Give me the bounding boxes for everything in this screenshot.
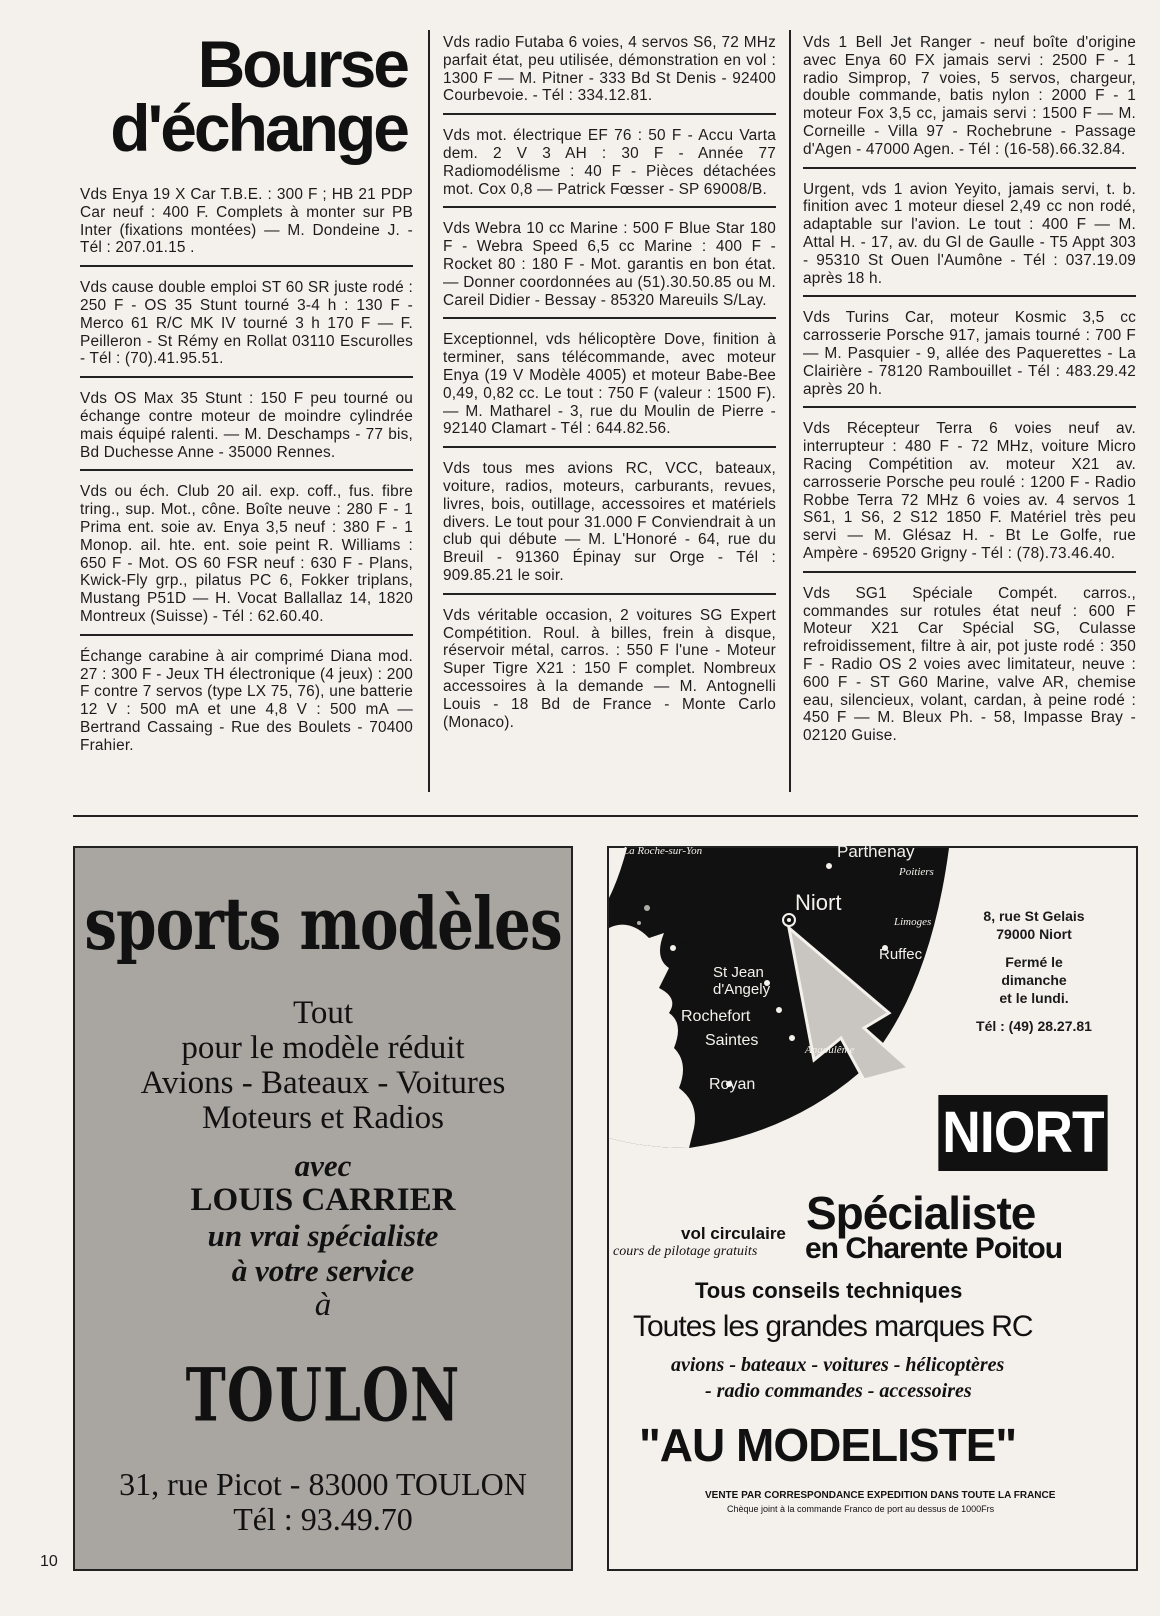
st-jean-line-1: St Jean: [713, 964, 764, 981]
classifieds-column-1: [80, 27, 413, 771]
classifieds-column-3: [803, 30, 1136, 761]
column-divider: [428, 30, 430, 792]
map-label-rochefort: Rochefort: [681, 1008, 751, 1025]
map-label-niort: Niort: [795, 890, 842, 915]
classified-ad: Vds cause double emploi ST 60 SR juste rodé : 250 F - OS 35 Stunt tourné 3-4 h : 130 F - Merco 61 R/C MK IV tourné 3 h 170 F — F. Peilleron - St Rémy en Rollat 03110 Escurolles - Tél : (70).41.95.51.: [80, 275, 413, 378]
classified-ad: Vds tous mes avions RC, VCC, bateaux, voiture, radios, moteurs, carburants, revues, livres, bois, outillage, accessoires et matériels divers. Le tout pour 31.000 F Conviendrait à un club qui débute — M. L'Honoré - 64, rue du Breuil - 91360 Épinay sur Orge - Tél : 909.85.21 le soir.: [443, 456, 776, 595]
classified-ad: Exceptionnel, vds hélicoptère Dove, finition à terminer, sans télécommande, avec moteur Enya (19 V Modèle 4005) et moteur Babe-Bee 0,49, 0,82 cc. Le tout : 750 F (valeur : 1500 F). — M. Matharel - 3, rue du Moulin de Pierre - 92140 Clamart - Tél : 644.82.56.: [443, 327, 776, 448]
classifieds-column-2: [443, 30, 776, 747]
marques-line: Toutes les grandes marques RC: [633, 1310, 1033, 1343]
page-title: [80, 27, 407, 165]
sports-modeles-advert: [73, 846, 573, 1571]
vol-circulaire: vol circulaire: [681, 1224, 786, 1243]
classified-ad: Vds Turins Car, moteur Kosmic 3,5 cc carrosserie Porsche 917, jamais tourné : 700 F — M. Pasquier - 9, allée des Paquerettes - La Clairière - 78120 Rambouillet - Tél : 483.29.42 après 20 h.: [803, 305, 1136, 408]
map-label-parthenay: Parthenay: [837, 842, 915, 861]
advert-city: TOULON: [185, 1351, 461, 1439]
map-label-poitiers: Poitiers: [899, 866, 934, 878]
shop-phone: Tél : (49) 28.27.81: [976, 1018, 1092, 1034]
map-label-royan: Royan: [709, 1076, 756, 1093]
classified-ad: Échange carabine à air comprimé Diana mod. 27 : 300 F - Jeux TH électronique (4 jeux) : 200 F contre 7 servos (type LX 75, 76), une batterie 12 V : 500 mA et une 4,8 V : 500 mA — Bertrand Cassaing - Rue des Boulets - 70400 Frahier.: [80, 647, 413, 754]
advert-line: à: [314, 1287, 332, 1323]
classified-ad: Vds Webra 10 cc Marine : 500 F Blue Star 180 F - Webra Speed 6,5 cc Marine : 400 F - Rocket 80 : 180 F - Mot. garantis en bon état. — Donner coordonnées au (51).30.50.85 ou M. Careil Didier - Bessay - 85320 Mareuils S/Lay.: [443, 216, 776, 319]
map-label-limoges: Limoges: [894, 916, 932, 928]
column-divider: [789, 30, 791, 792]
classified-ad: Vds Récepteur Terra 6 voies neuf av. interrupteur : 480 F - 72 MHz, voiture Micro Racing Compétition av. moteur X21 av. carrosserie Porsche peu roulé : 1200 F - Radio Robbe Terra 72 MHz 6 voies av. 4 servos 1 S61, 1 S6, 2 S12 1850 F. Matériel très peu servi — M. Glésaz H. - Bt Le Golfe, rue Ampère - 69520 Grigny - Tél : (78).73.46.40.: [803, 416, 1136, 572]
classified-ad: Vds 1 Bell Jet Ranger - neuf boîte d'origine avec Enya 60 FX jamais servi : 2500 F - 1 radio Simprop, 7 voies, 5 servos, chargeur, double commande, batis nylon : 2000 F - 1 moteur Fox 3,5 cc, jamais servi : 1500 F — M. Corneille - Villa 97 - Rochebrune - Passage d'Agen - 47000 Agen. - Tél : (16-58).66.32.84.: [803, 30, 1136, 169]
cours-pilotage: cours de pilotage gratuits: [613, 1244, 758, 1259]
mail-order-line: VENTE PAR CORRESPONDANCE EXPEDITION DANS TOUTE LA FRANCE: [705, 1490, 1056, 1501]
opening-hours-line-3: et le lundi.: [999, 990, 1069, 1006]
title-line-1: Bourse: [197, 27, 407, 101]
shop-address-line-2: 79000 Niort: [996, 926, 1072, 942]
title-line-2: d'échange: [110, 91, 407, 165]
shop-address-line-1: 8, rue St Gelais: [983, 908, 1085, 924]
advert-address: 31, rue Picot - 83000 TOULON: [119, 1466, 527, 1502]
map-label-saintes: Saintes: [705, 1032, 759, 1049]
advert-phone: Tél : 93.49.70: [233, 1501, 413, 1537]
opening-hours-line-1: Fermé le: [1005, 954, 1063, 970]
region-heading: en Charente Poitou: [805, 1232, 1063, 1265]
advert-line: Tout: [292, 995, 354, 1031]
map-label-la-roche-sur-yon: La Roche-sur-Yon: [623, 845, 703, 857]
advert-line: avec: [294, 1148, 352, 1183]
map-label-st-jean: [713, 964, 770, 998]
classified-ad: Vds véritable occasion, 2 voitures SG Expert Compétition. Roul. à billes, frein à disque, réservoir métal, carros. : 550 F l'une - Moteur Super Tigre X21 : 150 F complet. Nombreux accessoires à la demande — M. Antognelli Louis - 18 Bd de France - Monte Carlo (Monaco).: [443, 606, 776, 731]
au-modeliste-advert: [607, 842, 1138, 1571]
specialiste-heading: Spécialiste: [806, 1187, 1036, 1239]
classified-ad: Urgent, vds 1 avion Yeyito, jamais servi, t. b. finition avec 1 moteur diesel 2,49 cc non rodé, adaptable sur l'avion. Le tout : 400 F — M. Attal H. - 17, av. du Gl de Gaulle - T5 Appt 303 - 95310 St Ouen l'Aumône - Tél : 037.19.09 après 18 h.: [803, 177, 1136, 298]
payment-line: Chèque joint à la commande Franco de port au dessus de 1000Frs: [727, 1504, 995, 1514]
advert-line: pour le modèle réduit: [181, 1030, 465, 1066]
map-label-ruffec: Ruffec: [879, 946, 923, 963]
conseils-line: Tous conseils techniques: [695, 1278, 963, 1303]
advert-line: à votre service: [231, 1253, 415, 1288]
advert-title: sports modèles: [84, 881, 562, 967]
classified-ad: Vds ou éch. Club 20 ail. exp. coff., fus. fibre tring., sup. Mot., cône. Boîte neuve : 280 F - 1 Prima ent. soie av. Enya 3,5 neuf : 380 F - 1 Monop. ail. hte. ent. soie peint R. Williams : 650 F - Mot. OS 60 FSR neuf : 630 F - Plans, Kwick-Fly grp., pilatus PC 6, Fokker triplans, Mustang P51D — H. Vocat Ballallaz 14, 1820 Montreux (Suisse) - Tél : 62.60.40.: [80, 479, 413, 635]
products-line-2: - radio commandes - accessoires: [705, 1380, 972, 1402]
section-divider: [73, 815, 1138, 817]
products-line-1: avions - bateaux - voitures - hélicoptères: [671, 1354, 1005, 1376]
advert-line: un vrai spécialiste: [207, 1218, 439, 1253]
classified-ad: Vds mot. électrique EF 76 : 50 F - Accu Varta dem. 2 V 3 AH : 30 F - Année 77 Radiomodélisme : 40 F - Pièces détachées mot. Cox 0,8 — Patrick Fœsser - SP 69008/B.: [443, 123, 776, 208]
advert-line: Avions - Bateaux - Voitures: [140, 1065, 506, 1101]
classified-ad: Vds SG1 Spéciale Compét. carros., commandes sur rotules état neuf : 600 F Moteur X21 Car Spécial SG, Culasse refroidissement, filtre à air, pot juste rodé : 350 F - Radio OS 2 voies avec limitateur, neuve : 600 F - ST G60 Marine, valve AR, chemise eau, silencieux, volant, cardan, à peine rodé : 450 F — M. Bleux Ph. - 58, Impasse Bray - 02120 Guise.: [803, 584, 1136, 745]
page-number: 10: [40, 1553, 58, 1570]
classified-ad: Vds OS Max 35 Stunt : 150 F peu tourné ou échange contre moteur de moindre cylindrée mais équipé ralenti. — M. Deschamps - 77 bis, Bd Duchesse Anne - 35000 Rennes.: [80, 386, 413, 471]
map-label-la-rochelle: la Rochelle: [679, 938, 759, 955]
shop-name: "AU MODELISTE": [639, 1419, 1017, 1471]
classified-ad: Vds radio Futaba 6 voies, 4 servos S6, 72 MHz parfait état, peu utilisée, démonstration en vol : 1300 F — M. Pitner - 333 Bd St Denis - 92400 Courbevoie. - Tél : 334.12.81.: [443, 30, 776, 115]
advert-line: Moteurs et Radios: [202, 1100, 444, 1136]
classified-ad: Vds Enya 19 X Car T.B.E. : 300 F ; HB 21 PDP Car neuf : 400 F. Complets à monter sur PB Inter (fixations montées) — M. Dondeine J. - Tél : 207.01.15 .: [80, 182, 413, 267]
advert-name: LOUIS CARRIER: [190, 1182, 456, 1218]
map-label-angouleme: Angoulême: [805, 1044, 855, 1056]
st-jean-line-2: d'Angely: [713, 981, 771, 998]
niort-logo: NIORT: [938, 1095, 1107, 1171]
opening-hours-line-2: dimanche: [1001, 972, 1067, 988]
